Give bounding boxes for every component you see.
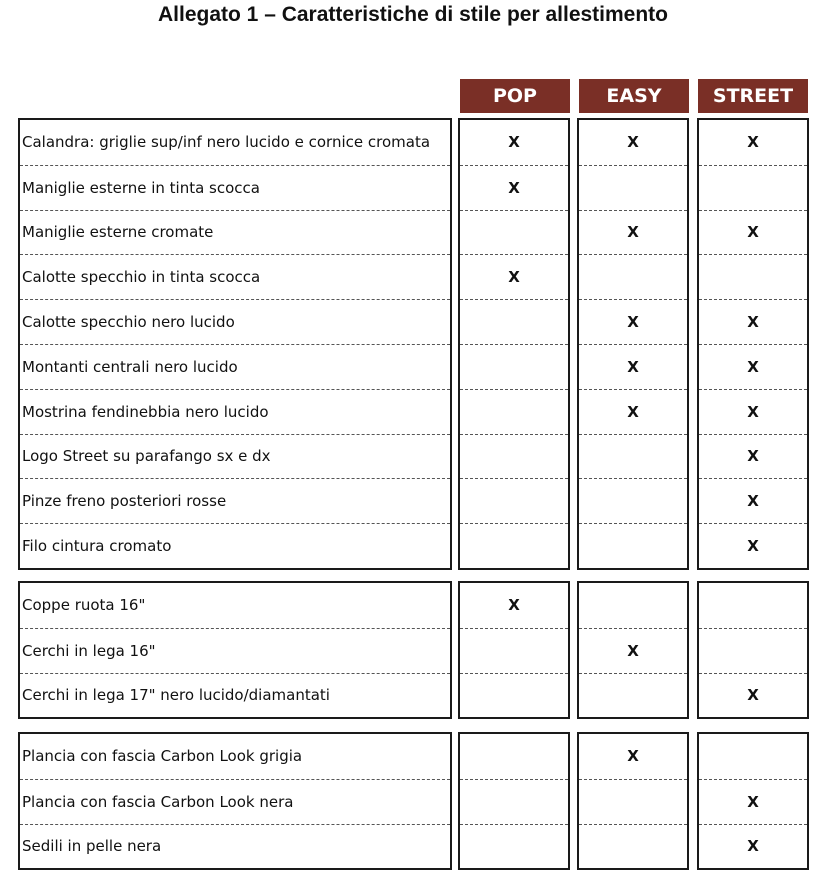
cell-pop [460,824,568,869]
cell-pop [460,389,568,434]
cell-street: X [699,434,807,479]
cell-pop [460,779,568,824]
cell-street [699,734,807,779]
cell-street: X [699,673,807,718]
cell-street: X [699,389,807,434]
row-label: Sedili in pelle nera [20,824,450,869]
cell-pop: X [508,596,520,615]
column-header-easy: EASY [579,79,689,113]
cell-easy: X [579,210,687,255]
column-header-street: STREET [698,79,808,113]
cell-street [699,254,807,299]
cell-street: X [699,478,807,523]
cell-pop: X [508,133,520,152]
row-label: Maniglie esterne cromate [20,210,450,255]
cell-pop: X [460,165,568,210]
cell-pop [460,299,568,344]
row-label: Mostrina fendinebbia nero lucido [20,389,450,434]
row-label: Calandra: griglie sup/inf nero lucido e cornice cromata [22,133,431,152]
cell-pop [460,734,568,779]
row-label: Cerchi in lega 17" nero lucido/diamantati [20,673,450,718]
cell-pop [460,344,568,389]
row-label: Pinze freno posteriori rosse [20,478,450,523]
cell-street: X [699,344,807,389]
cell-street [699,165,807,210]
cell-easy: X [579,628,687,673]
row-label: Calotte specchio in tinta scocca [20,254,450,299]
cell-street: X [747,133,759,152]
cell-pop [460,673,568,718]
row-label: Cerchi in lega 16" [20,628,450,673]
cell-easy: X [579,344,687,389]
cell-easy: X [579,299,687,344]
cell-street: X [699,523,807,568]
cell-easy [579,434,687,479]
cell-street [699,583,807,628]
cell-street: X [699,299,807,344]
cell-easy [579,523,687,568]
cell-easy: X [579,389,687,434]
cell-easy: X [627,133,639,152]
row-label: Montanti centrali nero lucido [20,344,450,389]
cell-easy [579,779,687,824]
column-header-pop: POP [460,79,570,113]
cell-easy: X [627,747,639,766]
cell-street: X [699,779,807,824]
cell-pop [460,210,568,255]
row-label: Filo cintura cromato [20,523,450,568]
row-label: Calotte specchio nero lucido [20,299,450,344]
cell-easy [579,478,687,523]
cell-easy [579,824,687,869]
cell-pop [460,628,568,673]
row-label: Plancia con fascia Carbon Look grigia [22,747,303,766]
cell-pop: X [460,254,568,299]
cell-pop [460,478,568,523]
row-label: Coppe ruota 16" [22,596,146,615]
cell-easy [579,165,687,210]
row-label: Logo Street su parafango sx e dx [20,434,450,479]
cell-pop [460,434,568,479]
cell-pop [460,523,568,568]
cell-street: X [699,824,807,869]
page-title: Allegato 1 – Caratteristiche di stile per allestimento [158,3,668,26]
cell-easy [579,583,687,628]
cell-street: X [699,210,807,255]
row-label: Maniglie esterne in tinta scocca [20,165,450,210]
cell-street [699,628,807,673]
cell-easy [579,254,687,299]
cell-easy [579,673,687,718]
row-label: Plancia con fascia Carbon Look nera [20,779,450,824]
